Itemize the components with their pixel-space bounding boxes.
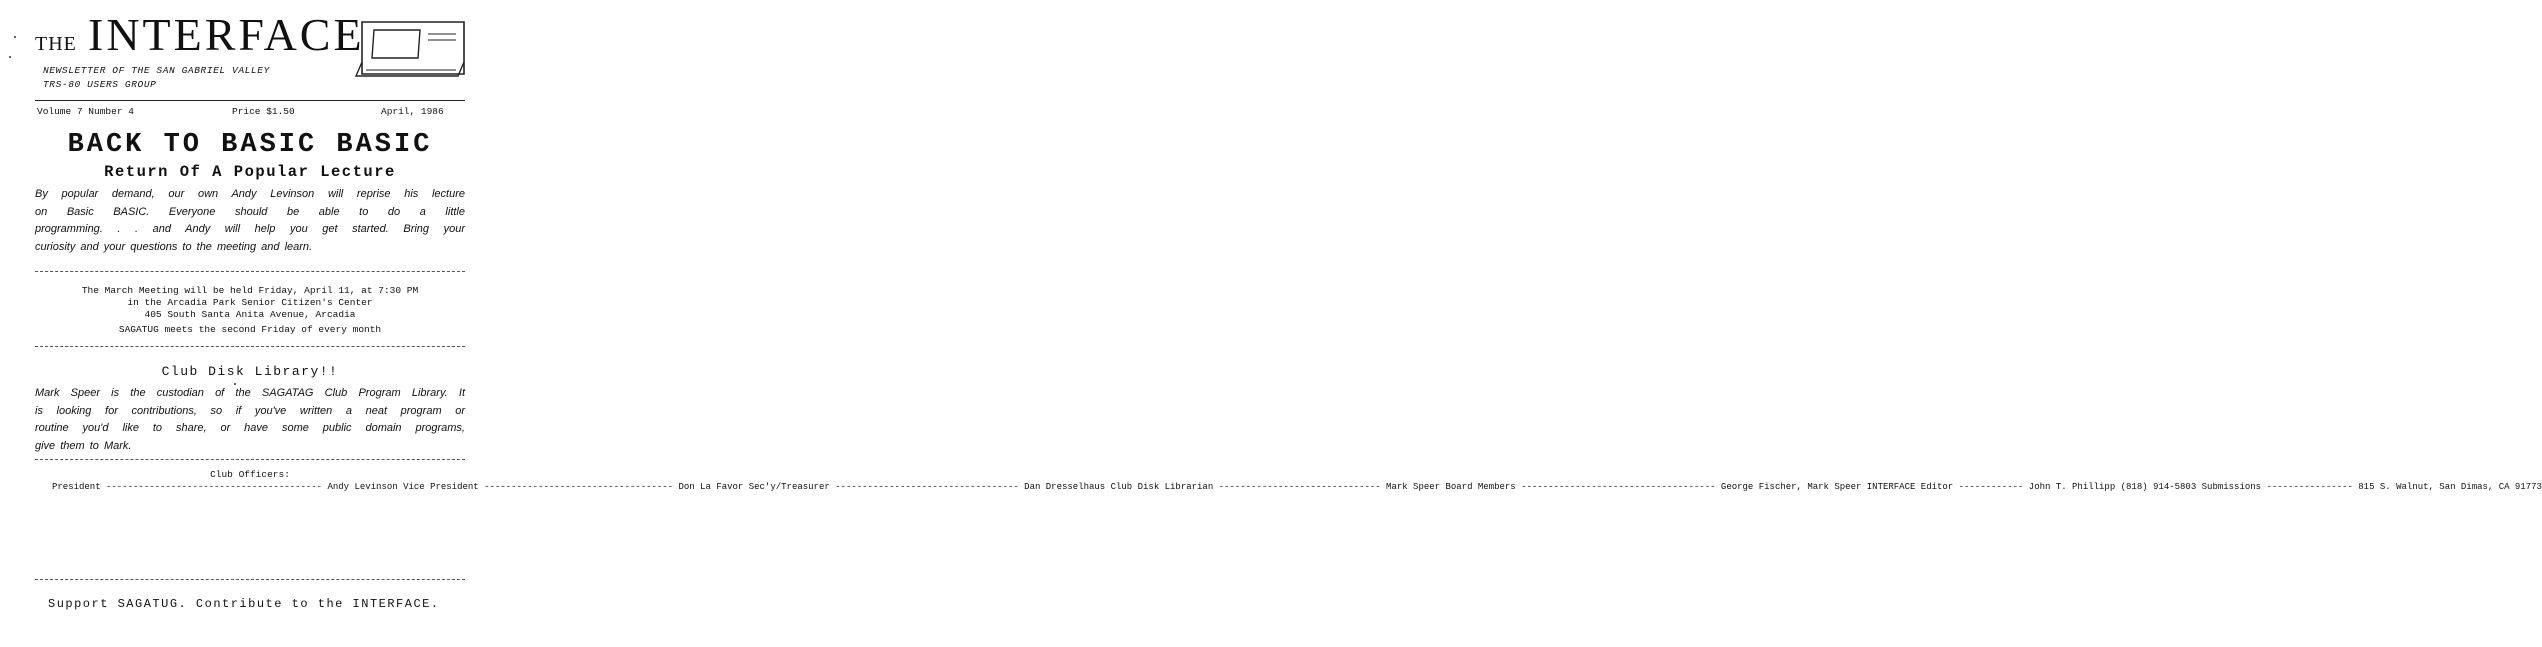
speck (9, 56, 11, 58)
divider (35, 346, 465, 347)
meeting-line: The March Meeting will be held Friday, April 11, at 7:30 PM (81, 285, 419, 296)
officer-row: Submissions ---------------- 815 S. Walnut, San Dimas, CA 91773 (2201, 482, 2542, 492)
library-line: Mark Speer is the custodian of the SAGATAG Club Program Library. It (35, 387, 465, 399)
meeting-schedule: SAGATUG meets the second Friday of every month (118, 324, 382, 335)
masthead-rule (35, 100, 465, 101)
headline: BACK TO BASIC BASIC (67, 130, 433, 160)
library-line: is looking for contributions, so if you've written a neat program or (35, 404, 465, 417)
issue-price: Price $1.50 (232, 106, 295, 117)
meeting-line: 405 South Santa Anita Avenue, Arcadia (144, 309, 356, 320)
issue-date: April, 1986 (381, 106, 444, 117)
officer-row: Sec'y/Treasurer ---------------------------------- Dan Dresselhaus (748, 482, 1106, 492)
officers-list (52, 482, 2542, 493)
subheadline: Return Of A Popular Lecture (104, 163, 396, 181)
intro-paragraph (35, 186, 465, 256)
officer-row: Mark Speer (1807, 482, 1862, 492)
officers-title: Club Officers: (210, 469, 290, 480)
masthead-the: THE (35, 33, 77, 55)
library-paragraph (35, 385, 465, 455)
masthead-subtitle-1: NEWSLETTER OF THE SAN GABRIEL VALLEY (43, 65, 270, 76)
divider (35, 271, 465, 272)
library-line: give them to Mark. (35, 439, 132, 452)
intro-line: curiosity and your questions to the meeting and learn. (35, 240, 313, 253)
officer-row: Vice President ----------------------------------- Don La Favor (403, 482, 744, 492)
intro-line: on Basic BASIC. Everyone should be able to do a little (35, 205, 465, 218)
intro-line: By popular demand, our own Andy Levinson will reprise his lecture (35, 188, 465, 200)
library-title: Club Disk Library!! (161, 364, 339, 379)
officer-row: Board Members ------------------------------------ George Fischer, (1445, 482, 1802, 492)
speck (14, 36, 16, 38)
footer-slogan: Support SAGATUG. Contribute to the INTERFACE. (48, 597, 440, 611)
issue-volume: Volume 7 Number 4 (37, 106, 134, 117)
newsletter-title: INTERFACE (88, 9, 365, 60)
masthead-subtitle-2: TRS-80 USERS GROUP (43, 79, 157, 90)
library-line: routine you'd like to share, or have some public domain programs, (35, 422, 465, 434)
divider (35, 579, 465, 580)
officer-row: President ---------------------------------------- Andy Levinson (52, 482, 398, 492)
computer-terminal-icon (352, 18, 472, 80)
officer-row: INTERFACE Editor ------------ John T. Phillipp (818) 914-5803 (1866, 482, 2197, 492)
divider (35, 459, 465, 460)
meeting-line: in the Arcadia Park Senior Citizen's Center (127, 297, 373, 308)
intro-line: programming. . . and Andy will help you get started. Bring your (35, 223, 465, 235)
officer-row: Club Disk Librarian ------------------------------ Mark Speer (1110, 482, 1441, 492)
